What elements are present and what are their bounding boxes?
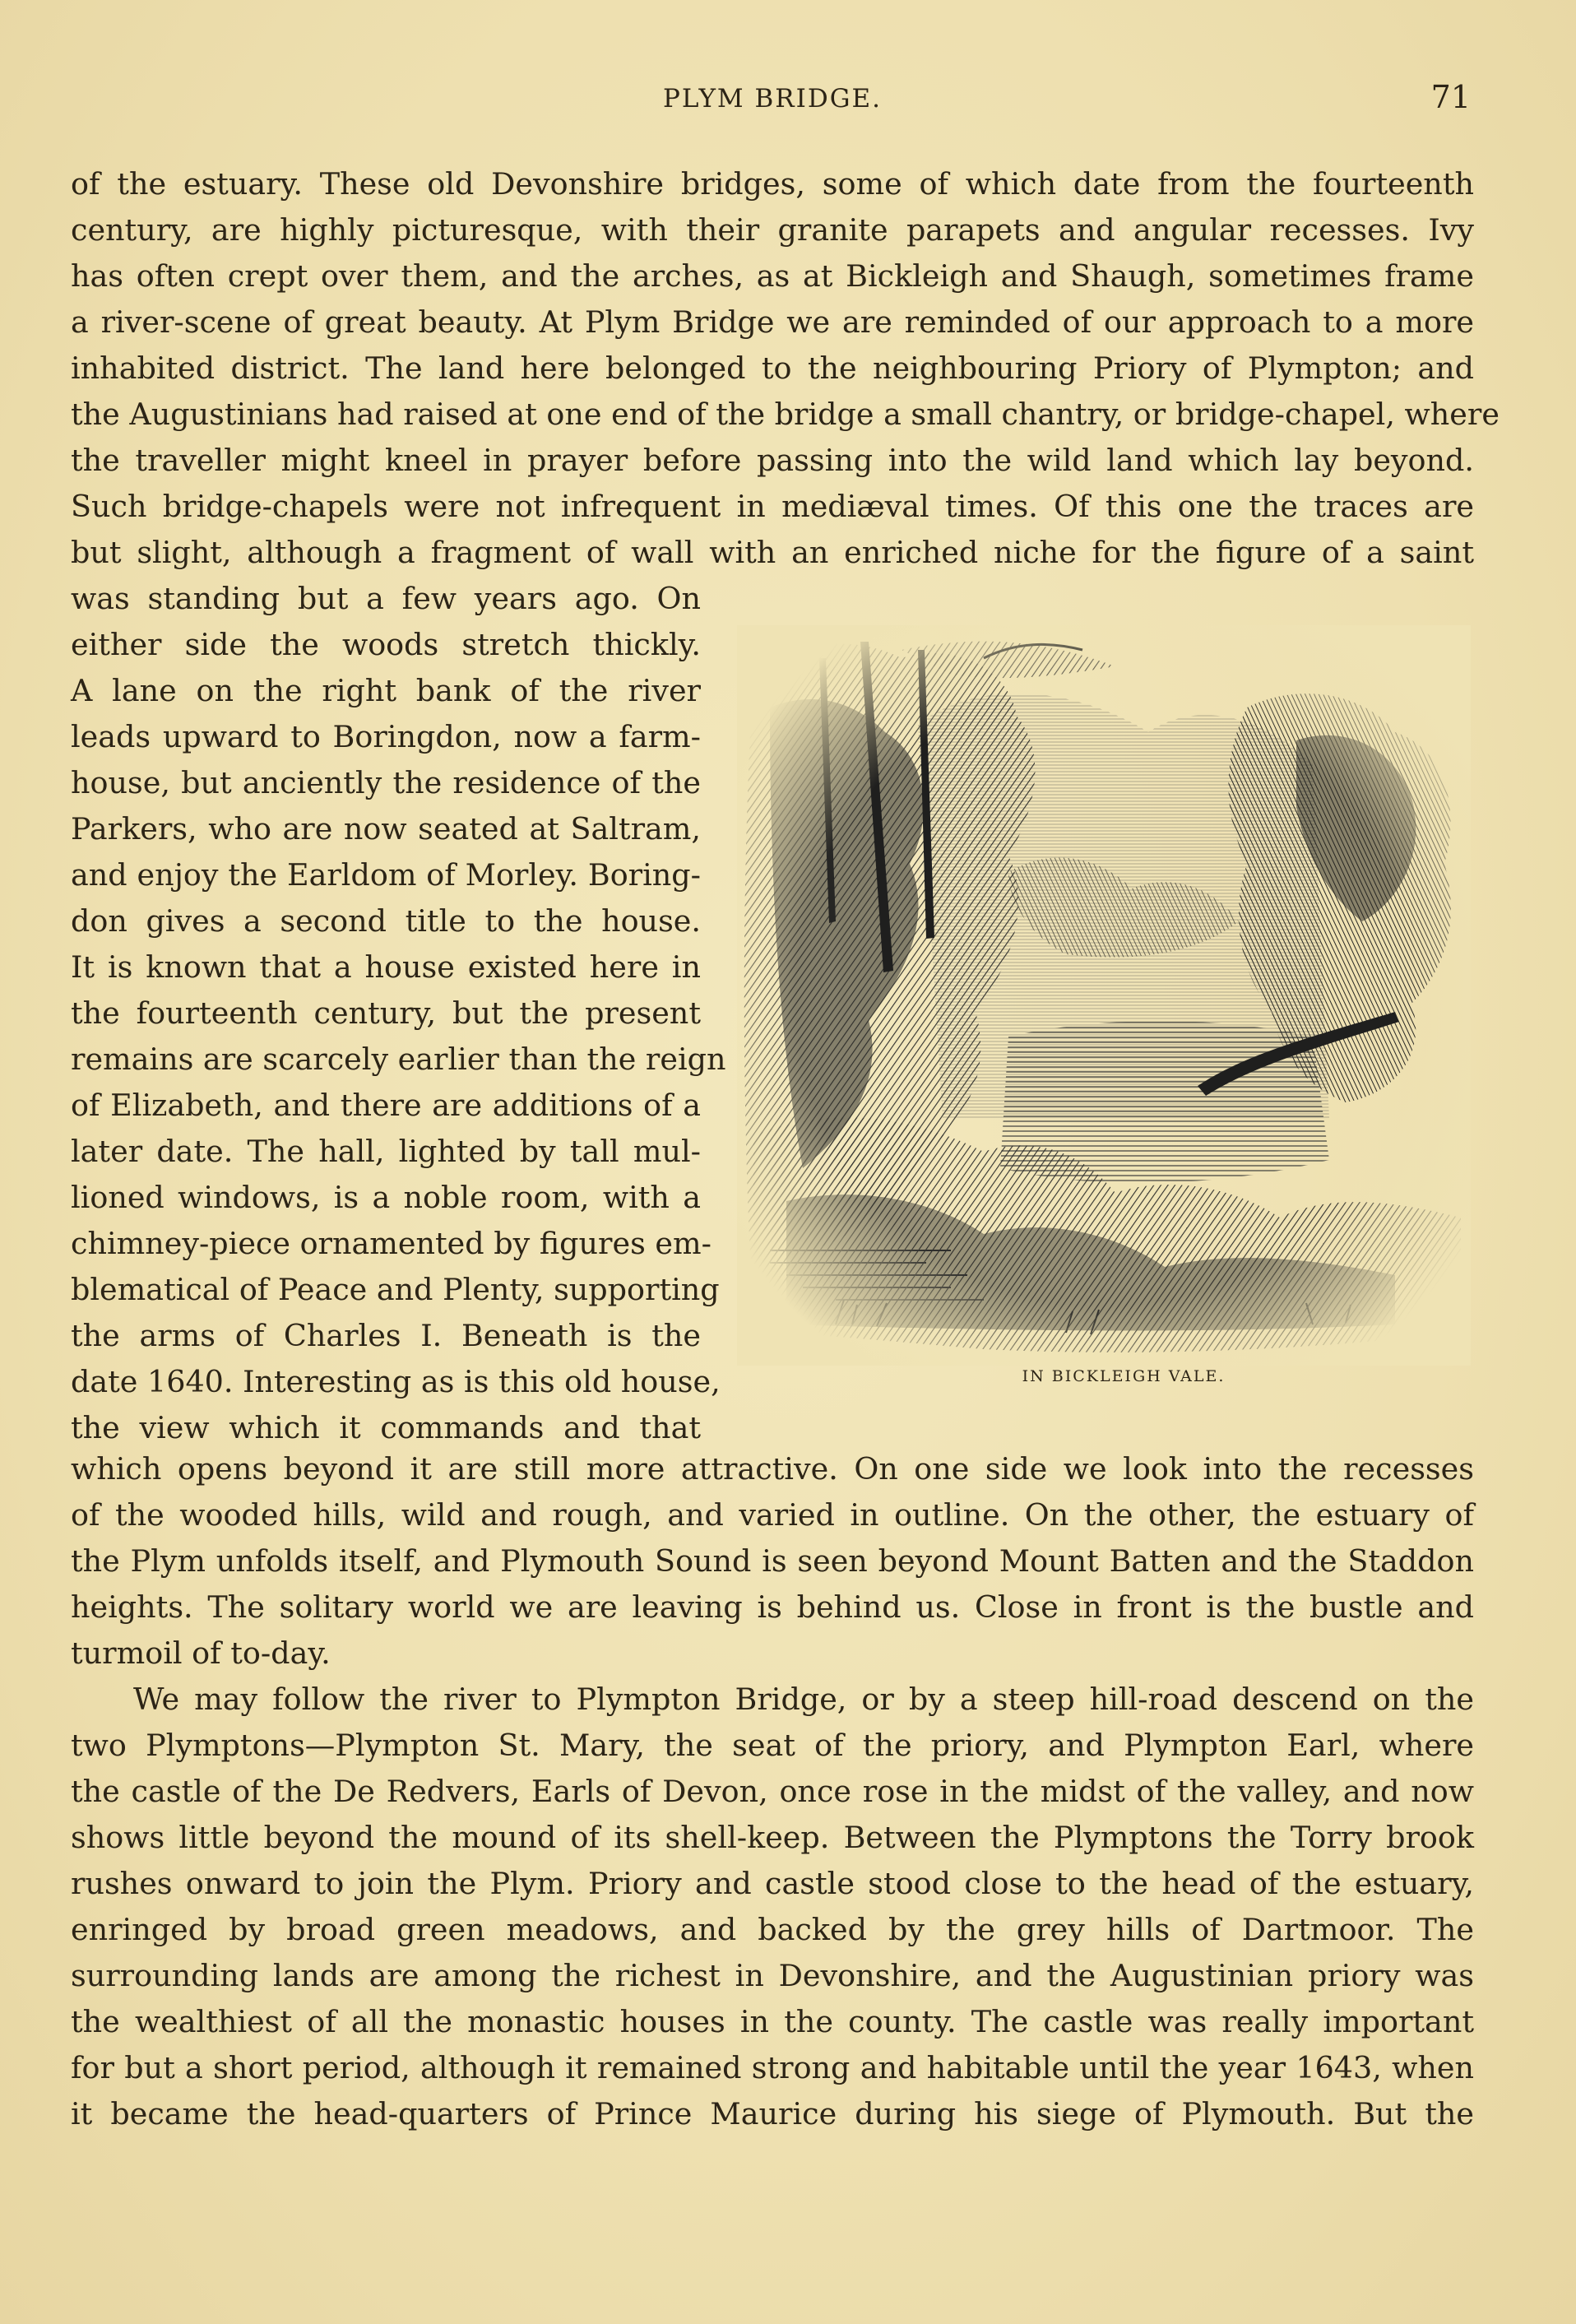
text-line: lioned windows, is a noble room, with a	[71, 1180, 701, 1215]
text-line: We may follow the river to Plympton Bridge, or by a steep hill-road descend on the	[133, 1682, 1474, 1717]
text-line: chimney-piece ornamented by figures em-	[71, 1226, 712, 1261]
paragraph-side	[71, 576, 726, 1451]
bickleigh-vale-engraving	[737, 625, 1471, 1366]
text-line: turmoil of to-day.	[71, 1635, 331, 1671]
text-line: of the estuary. These old Devonshire bridges, some of which date from the fourteenth	[71, 166, 1474, 202]
text-line: the fourteenth century, but the present	[71, 995, 701, 1031]
text-line: the Augustinians had raised at one end of the bridge a small chantry, or bridge-chapel, where	[71, 397, 1500, 432]
text-line: but slight, although a fragment of wall with an enriched niche for the figure of a saint	[71, 535, 1474, 570]
text-line: the view which it commands and that	[71, 1410, 701, 1445]
text-line: inhabited district. The land here belonged to the neighbouring Priory of Plympton; and	[71, 350, 1474, 386]
text-line: date 1640. Interesting as is this old house,	[71, 1364, 721, 1399]
text-line: house, but anciently the residence of the	[71, 765, 701, 800]
text-line: enringed by broad green meadows, and backed by the grey hills of Dartmoor. The	[71, 1912, 1474, 1947]
text-line: has often crept over them, and the arches, as at Bickleigh and Shaugh, sometimes frame	[71, 258, 1474, 294]
text-line: shows little beyond the mound of its shell-keep. Between the Plymptons the Torry brook	[71, 1820, 1474, 1855]
text-line: A lane on the right bank of the river	[71, 673, 701, 708]
text-line: the Plym unfolds itself, and Plymouth Sound is seen beyond Mount Batten and the Staddon	[71, 1543, 1474, 1579]
text-line: It is known that a house existed here in	[71, 949, 701, 985]
text-line: heights. The solitary world we are leaving is behind us. Close in front is the bustle and	[71, 1589, 1474, 1625]
text-line: either side the woods stretch thickly.	[71, 627, 701, 662]
text-line: it became the head-quarters of Prince Maurice during his siege of Plymouth. But the	[71, 2096, 1474, 2131]
text-line: Parkers, who are now seated at Saltram,	[71, 811, 701, 847]
text-line: a river-scene of great beauty. At Plym Bridge we are reminded of our approach to a more	[71, 304, 1474, 340]
text-line: rushes onward to join the Plym. Priory and castle stood close to the head of the estuary,	[71, 1866, 1474, 1901]
text-line: later date. The hall, lighted by tall mul-	[71, 1134, 701, 1169]
text-line: the arms of Charles I. Beneath is the	[71, 1318, 701, 1353]
paragraph-bottom	[71, 1446, 1474, 2137]
text-line: the traveller might kneel in prayer before passing into the wild land which lay beyond.	[71, 443, 1474, 478]
paragraph-top	[71, 161, 1500, 576]
text-line: and enjoy the Earldom of Morley. Boring-	[71, 857, 701, 893]
text-line: the castle of the De Redvers, Earls of Devon, once rose in the midst of the valley, and now	[71, 1774, 1474, 1809]
text-line: surrounding lands are among the richest in Devonshire, and the Augustinian priory was	[71, 1958, 1474, 1993]
text-line: Such bridge-chapels were not infrequent in mediæval times. Of this one the traces are	[71, 489, 1474, 524]
engraving-image	[737, 625, 1471, 1366]
text-line: don gives a second title to the house.	[71, 903, 701, 939]
text-line: leads upward to Boringdon, now a farm-	[71, 719, 701, 754]
text-line: which opens beyond it are still more attractive. On one side we look into the recesses	[71, 1451, 1474, 1487]
running-title: PLYM BRIDGE.	[663, 84, 882, 114]
text-line: the wealthiest of all the monastic houses in the county. The castle was really important	[71, 2004, 1474, 2039]
text-line: was standing but a few years ago. On	[71, 581, 701, 616]
text-line: of Elizabeth, and there are additions of a	[71, 1088, 701, 1123]
text-line: two Plymptons—Plympton St. Mary, the seat of the priory, and Plympton Earl, where	[71, 1728, 1474, 1763]
running-head	[71, 79, 1474, 120]
figure-caption: IN BICKLEIGH VALE.	[1022, 1367, 1226, 1385]
text-line: century, are highly picturesque, with their granite parapets and angular recesses. Ivy	[71, 212, 1474, 248]
text-line: remains are scarcely earlier than the reign	[71, 1041, 726, 1077]
text-line: of the wooded hills, wild and rough, and varied in outline. On the other, the estuary of	[71, 1497, 1474, 1533]
text-line: blematical of Peace and Plenty, supporting	[71, 1272, 720, 1307]
text-line: for but a short period, although it remained strong and habitable until the year 1643, when	[71, 2050, 1474, 2085]
page-number: 71	[1430, 79, 1471, 115]
